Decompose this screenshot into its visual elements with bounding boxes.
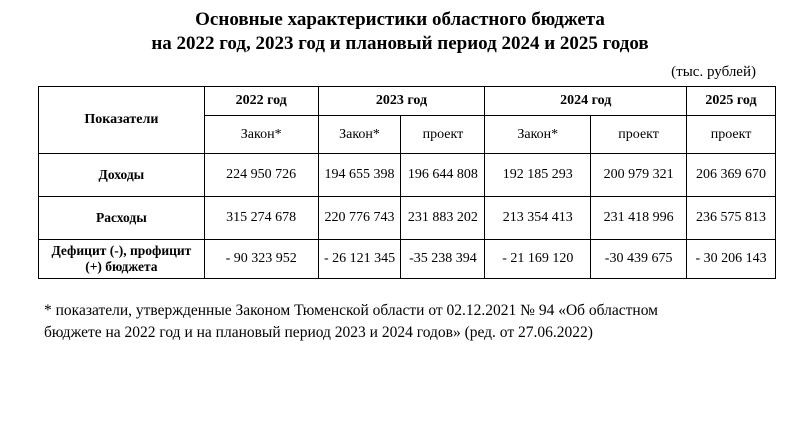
- table-cell: -35 238 394: [401, 240, 485, 279]
- year-header-2025: 2025 год: [687, 87, 776, 116]
- unit-label: (тыс. рублей): [671, 64, 756, 80]
- status-header: Закон*: [318, 116, 401, 154]
- row-label: Расходы: [39, 197, 205, 240]
- status-header: Закон*: [204, 116, 318, 154]
- table-cell: 200 979 321: [591, 154, 687, 197]
- year-header-2023: 2023 год: [318, 87, 485, 116]
- footnote-line-2: бюджете на 2022 год и на плановый период 2023 и 2024 годов» (ред. от 27.06.2022): [44, 324, 593, 341]
- status-header: проект: [687, 116, 776, 154]
- indicator-header: Показатели: [39, 87, 205, 154]
- status-header: проект: [401, 116, 485, 154]
- table-cell: 196 644 808: [401, 154, 485, 197]
- year-header-2024: 2024 год: [485, 87, 687, 116]
- document-title: [0, 8, 800, 56]
- table-row-income: [39, 154, 776, 197]
- table-cell: 220 776 743: [318, 197, 401, 240]
- status-header: Закон*: [485, 116, 591, 154]
- header-row-years: [39, 87, 776, 116]
- table-cell: - 90 323 952: [204, 240, 318, 279]
- budget-table: [38, 86, 776, 279]
- row-label-line: (+) бюджета: [85, 259, 158, 274]
- table-cell: 315 274 678: [204, 197, 318, 240]
- table-row-deficit: [39, 240, 776, 279]
- table-row-expenses: [39, 197, 776, 240]
- table-cell: 236 575 813: [687, 197, 776, 240]
- table-cell: 231 883 202: [401, 197, 485, 240]
- table-cell: -30 439 675: [591, 240, 687, 279]
- table-cell: 194 655 398: [318, 154, 401, 197]
- row-label-line: Дефицит (-), профицит: [51, 243, 192, 258]
- row-label: [39, 240, 205, 279]
- row-label: Доходы: [39, 154, 205, 197]
- status-header: проект: [591, 116, 687, 154]
- footnote: [44, 300, 774, 344]
- table-cell: - 21 169 120: [485, 240, 591, 279]
- title-line-2: на 2022 год, 2023 год и плановый период 2024 и 2025 годов: [151, 33, 649, 54]
- table-cell: 206 369 670: [687, 154, 776, 197]
- table-cell: 192 185 293: [485, 154, 591, 197]
- year-header-2022: 2022 год: [204, 87, 318, 116]
- table-cell: 231 418 996: [591, 197, 687, 240]
- table-cell: 224 950 726: [204, 154, 318, 197]
- title-line-1: Основные характеристики областного бюджета: [195, 9, 605, 30]
- footnote-line-1: * показатели, утвержденные Законом Тюменской области от 02.12.2021 № 94 «Об областном: [44, 302, 658, 319]
- table-cell: 213 354 413: [485, 197, 591, 240]
- table-cell: - 30 206 143: [687, 240, 776, 279]
- table-cell: - 26 121 345: [318, 240, 401, 279]
